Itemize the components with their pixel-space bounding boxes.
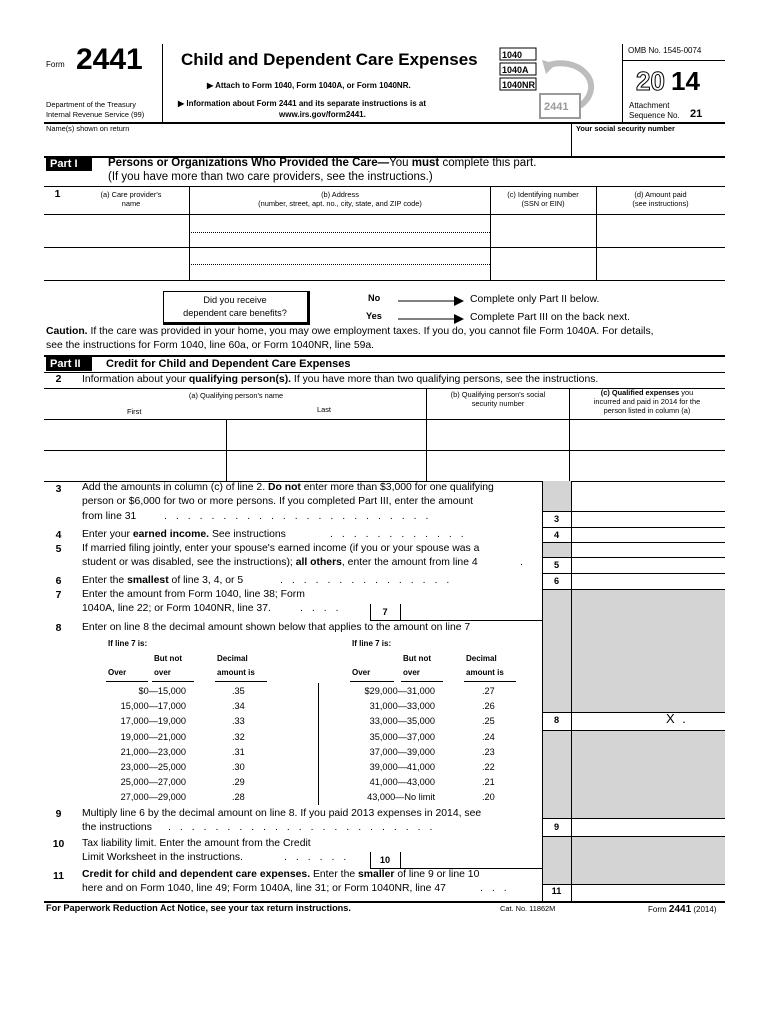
ssn-label: Your social security number [576, 124, 675, 133]
col-c2-header-1: (c) Qualified expenses you [600, 388, 694, 397]
provider2-address-input[interactable] [191, 249, 489, 279]
line6-text: Enter the smallest of line 3, 4, or 5 [82, 575, 244, 586]
line6-input[interactable] [573, 574, 723, 588]
line4-input[interactable] [573, 528, 723, 541]
line5-input[interactable] [573, 558, 723, 572]
info-line2: www.irs.gov/form2441. [279, 110, 366, 119]
line9-input[interactable] [573, 819, 723, 835]
catalog-number: Cat. No. 11862M [500, 904, 556, 913]
omb-number: OMB No. 1545-0074 [628, 46, 702, 55]
line11-input[interactable] [573, 885, 723, 900]
attach-forms-icon [498, 44, 603, 120]
decimal-amount: .29 [232, 777, 245, 788]
col-b-header-2: (number, street, apt. no., city, state, and ZIP code) [258, 199, 422, 208]
line3-number: 3 [55, 484, 62, 495]
provider1-amount-input[interactable] [598, 216, 723, 246]
qp1-last-input[interactable] [228, 421, 425, 449]
answer-no: No [368, 293, 381, 303]
decimal-range: 17,000—19,000 [120, 716, 186, 727]
footer-form-id: Form 2441 (2014) [648, 904, 717, 915]
table-left-amountis: amount is [217, 668, 255, 677]
icon-label-2441: 2441 [544, 101, 569, 113]
icon-label-1040a: 1040A [502, 65, 529, 75]
col-c2-header-3: person listed in column (a) [603, 406, 691, 415]
col-last-header: Last [317, 405, 331, 414]
table-right-butnot: But not [403, 654, 431, 663]
decimal-range: 15,000—17,000 [120, 701, 186, 712]
line7-box-label: 7 [382, 607, 388, 617]
decimal-amount: .25 [482, 716, 495, 727]
decimal-range: 21,000—23,000 [120, 746, 186, 757]
line9-text-1: Multiply line 6 by the decimal amount on line 8. If you paid 2013 expenses in 2014, see [82, 808, 482, 819]
decimal-range: $29,000—31,000 [364, 686, 435, 696]
col-a-header-2: name [121, 199, 141, 208]
decimal-range: 31,000—33,000 [369, 701, 435, 712]
qp2-expenses-input[interactable] [571, 452, 723, 480]
line6-box-label: 6 [553, 576, 560, 586]
icon-label-1040: 1040 [502, 50, 523, 60]
line10-text-2: Limit Worksheet in the instructions. [82, 852, 243, 863]
line8-decimal-value: X . [666, 711, 688, 726]
line7-text-1: Enter the amount from Form 1040, line 38; Form [82, 589, 305, 600]
col-c-header-2: (SSN or EIN) [521, 199, 565, 208]
decimal-range: 39,000—41,000 [369, 762, 435, 772]
year-outline: 20 [636, 66, 665, 96]
line10-text-1: Tax liability limit. Enter the amount from the Credit [82, 838, 311, 849]
line8-text: Enter on line 8 the decimal amount shown below that applies to the amount on line 7 [82, 622, 471, 633]
col-d-header-2: (see instructions) [632, 199, 689, 208]
line5-text-1: If married filing jointly, enter your spouse's earned income (if you or your spouse was a [82, 543, 480, 554]
col-a2-header: (a) Qualifying person's name [188, 391, 284, 400]
decimal-amount: .34 [232, 701, 245, 712]
attachment-label: Attachment [629, 101, 670, 110]
table-left-over: Over [108, 668, 127, 677]
line3-text-3: from line 31 [82, 511, 137, 522]
decimal-range: 35,000—37,000 [369, 731, 435, 742]
line3-text-1: Add the amounts in column (c) of line 2. Do not enter more than $3,000 for one qualifying [82, 482, 494, 493]
decimal-range: 19,000—21,000 [120, 731, 186, 742]
qp1-expenses-input[interactable] [571, 421, 723, 449]
year-bold: 14 [671, 66, 700, 96]
line8-input[interactable] [573, 713, 653, 729]
form-number: 2441 [76, 43, 143, 76]
qp1-ssn-input[interactable] [428, 421, 568, 449]
table-right-heading: If line 7 is: [352, 639, 392, 648]
decimal-amount: .31 [232, 746, 245, 757]
attach-instruction: ▶ Attach to Form 1040, Form 1040A, or Form 1040NR. [207, 81, 411, 90]
decimal-range: 37,000—39,000 [369, 746, 435, 757]
col-c-header-1: (c) Identifying number [507, 190, 579, 199]
decimal-amount: .22 [482, 762, 495, 772]
line3-input[interactable] [573, 512, 723, 526]
arrow-yes-icon [398, 312, 464, 324]
arrow-no-icon [398, 294, 464, 306]
decimal-amount: .35 [232, 686, 245, 696]
decimal-amount: .30 [232, 762, 245, 772]
col-c2-header-2: incurred and paid in 2014 for the [593, 397, 701, 406]
decimal-range: $0—15,000 [138, 686, 186, 696]
provider1-name-input[interactable] [46, 216, 188, 246]
col-b2-header-1: (b) Qualifying person's social [450, 390, 546, 399]
part2-label: Part II [46, 357, 92, 371]
table-left-butnot: But not [154, 654, 182, 663]
part1-title: Persons or Organizations Who Provided the Care—You must complete this part. [108, 157, 537, 169]
decimal-amount: .20 [482, 792, 495, 803]
line7-input[interactable] [402, 604, 541, 619]
provider2-name-input[interactable] [46, 249, 188, 279]
decimal-range: 23,000—25,000 [120, 762, 186, 772]
decimal-amount: .26 [482, 701, 495, 712]
col-d-header-1: (d) Amount paid [634, 190, 687, 199]
line11-number: 11 [53, 871, 64, 882]
line10-number: 10 [52, 839, 65, 850]
sequence-number: 21 [690, 108, 703, 120]
decimal-amount: .27 [482, 686, 495, 696]
line8-box-label: 8 [553, 715, 560, 725]
qp2-ssn-input[interactable] [428, 452, 568, 480]
provider2-amount-input[interactable] [598, 249, 723, 279]
provider1-id-input[interactable] [492, 216, 595, 246]
form-title: Child and Dependent Care Expenses [181, 50, 478, 69]
table-left-over2: over [154, 668, 171, 677]
provider1-address-input[interactable] [191, 216, 489, 246]
table-right-decimal: Decimal [466, 654, 497, 663]
line9-text-2: the instructions [82, 822, 152, 833]
caution-line2: see the instructions for Form 1040, line 60a, or Form 1040NR, line 59a. [46, 340, 375, 351]
qp2-first-input[interactable] [46, 452, 225, 480]
decimal-range: 33,000—35,000 [369, 716, 435, 727]
icon-label-1040nr: 1040NR [502, 80, 536, 90]
line10-box-label: 10 [379, 855, 391, 865]
line4-number: 4 [55, 530, 62, 541]
decimal-range: 27,000—29,000 [120, 792, 186, 803]
line5-text-2: student or was disabled, see the instructions); all others, enter the amount from line 4 [82, 557, 478, 568]
decimal-range: 41,000—43,000 [369, 777, 435, 788]
qp2-last-input[interactable] [228, 452, 425, 480]
paperwork-notice: For Paperwork Reduction Act Notice, see your tax return instructions. [46, 903, 351, 913]
line4-text: Enter your earned income. See instructions [82, 529, 286, 540]
question-line2: dependent care benefits? [183, 308, 287, 318]
line5-box-label: 5 [553, 560, 560, 570]
ssn-input[interactable] [573, 134, 723, 154]
name-input[interactable] [46, 134, 571, 154]
line7-number: 7 [55, 590, 62, 601]
line1-number: 1 [54, 189, 61, 200]
caution-line1: Caution. If the care was provided in your home, you may owe employment taxes. If you do, you cannot file Form 1040A. For details, [46, 326, 654, 337]
part1-subtitle: (If you have more than two care providers, see the instructions.) [108, 171, 433, 183]
decimal-amount: .32 [232, 731, 245, 742]
dept-line1: Department of the Treasury [46, 100, 136, 109]
line9-number: 9 [55, 809, 62, 820]
line8-number: 8 [55, 623, 62, 634]
line9-box-label: 9 [553, 822, 560, 832]
part2-title: Credit for Child and Dependent Care Expenses [106, 358, 351, 370]
qp1-first-input[interactable] [46, 421, 225, 449]
question-line1: Did you receive [203, 295, 267, 305]
decimal-amount: .33 [232, 716, 245, 727]
line4-box-label: 4 [553, 530, 560, 540]
line6-number: 6 [55, 576, 62, 587]
line2-text: Information about your qualifying person(s). If you have more than two qualifying persons, see the instructions. [82, 374, 599, 385]
part1-label: Part I [46, 157, 92, 171]
line11-text-1: Credit for child and dependent care expenses. Enter the smaller of line 9 or line 10 [82, 869, 480, 880]
decimal-amount: .24 [482, 731, 495, 742]
yes-result: Complete Part III on the back next. [470, 312, 630, 323]
col-first-header: First [127, 407, 142, 416]
no-result: Complete only Part II below. [470, 294, 600, 305]
line3-text-2: person or $6,000 for two or more persons. If you completed Part III, enter the amount [82, 496, 474, 507]
names-label: Name(s) shown on return [46, 124, 130, 133]
decimal-amount: .21 [482, 777, 495, 788]
col-b2-header-2: security number [471, 399, 525, 408]
line3-box-label: 3 [553, 514, 560, 524]
table-right-over2: over [403, 668, 420, 677]
line11-text-2: here and on Form 1040, line 49; Form 1040A, line 31; or Form 1040NR, line 47 [82, 883, 446, 894]
line7-text-2: 1040A, line 22; or Form 1040NR, line 37. [82, 603, 271, 614]
line10-input[interactable] [402, 852, 541, 867]
info-line1: ▶ Information about Form 2441 and its separate instructions is at [178, 99, 426, 108]
table-right-amountis: amount is [466, 668, 504, 677]
col-a-header-1: (a) Care provider's [100, 190, 162, 199]
decimal-amount: .23 [482, 746, 495, 757]
decimal-range: 25,000—27,000 [120, 777, 186, 788]
table-left-decimal: Decimal [217, 654, 248, 663]
line5-number: 5 [55, 544, 62, 555]
line11-box-label: 11 [551, 886, 562, 896]
form-label: Form [46, 60, 65, 69]
provider2-id-input[interactable] [492, 249, 595, 279]
table-right-over: Over [352, 668, 371, 677]
table-left-heading: If line 7 is: [108, 639, 148, 648]
dept-line2: Internal Revenue Service (99) [46, 110, 145, 119]
col-b-header-1: (b) Address [321, 190, 359, 199]
line2-number: 2 [55, 374, 62, 385]
decimal-range: 43,000—No limit [367, 792, 435, 803]
sequence-label: Sequence No. [629, 111, 680, 120]
decimal-amount: .28 [232, 792, 245, 803]
answer-yes: Yes [366, 311, 382, 321]
